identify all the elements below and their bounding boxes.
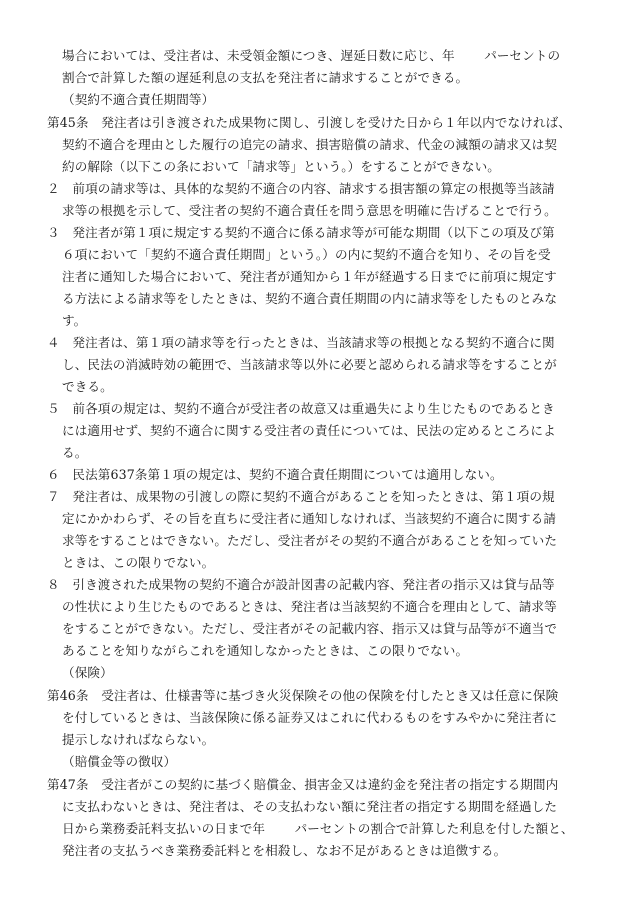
text-line: 求等をすることはできない。ただし、受注者がその契約不適合があることを知っていた [62,533,558,548]
text-line: の性状により生じたものであるときは、発注者は当該契約不適合を理由として、請求等 [62,599,557,614]
paragraph-2-first-line: ２ 前項の請求等は、具体的な契約不適合の内容、請求する損害額の算定の根拠等当該請 [47,181,555,196]
text-line: 提示しなければならない。 [62,732,215,747]
text-line: 定にかかわらず、その旨を直ちに受注者に通知しなければ、当該契約不適合に関する請 [62,511,557,526]
text-line: し、民法の消滅時効の範囲で、当該請求等以外に必要と認められる請求等をすることが [62,357,557,372]
text-line: 約の解除（以下この条において「請求等」という。）をすることができない。 [62,159,500,174]
text-line: に支払わないときは、発注者は、その支払わない額に発注者の指定する期間を経過した [62,799,558,814]
text-line: 割合で計算した額の遅延利息の支払を発注者に請求することができる。 [62,70,469,85]
text-line: 契約不適合を理由とした履行の追完の請求、損害賠償の請求、代金の減額の請求又は契 [62,137,558,152]
section-heading: （契約不適合責任期間等） [62,92,215,107]
text-line: 求等の根拠を示して、受注者の契約不適合責任を問う意思を明確に告げることで行う。 [62,203,557,218]
paragraph-5-first-line: ５ 前各項の規定は、契約不適合が受注者の故意又は重過失により生じたものであるとき [47,401,555,416]
text-line: る方法による請求等をしたときは、契約不適合責任期間の内に請求等をしたものとみな [62,291,558,306]
text-line: できる。 [62,379,113,394]
paragraph-8-first-line: ８ 引き渡された成果物の契約不適合が設計図書の記載内容、発注者の指示又は貸与品等 [47,577,555,592]
paragraph-3-first-line: ３ 発注者が第１項に規定する契約不適合に係る請求等が可能な期間（以下この項及び第 [47,225,555,240]
paragraph-6-line: ６ 民法第637条第１項の規定は、契約不適合責任期間については適用しない。 [47,467,503,482]
paragraph-4-first-line: ４ 発注者は、第１項の請求等を行ったときは、当該請求等の根拠となる契約不適合に関 [47,335,555,350]
section-heading: （保険） [62,665,113,680]
paragraph-7-first-line: ７ 発注者は、成果物の引渡しの際に契約不適合があることを知ったときは、第１項の規 [47,489,555,504]
text-line: をすることができない。ただし、受注者がその記載内容、指示又は貸与品等が不適当で [62,621,558,636]
text-line: 発注者の支払うべき業務委託料とを相殺し、なお不足があるときは追徴する。 [62,843,507,858]
text-line: を付しているときは、当該保険に係る証券又はこれに代わるものをすみやかに発注者に [62,710,558,725]
section-heading: （賠償金等の徴収） [62,754,177,769]
text-line: あることを知りながらこれを通知しなかったときは、この限りでない。 [62,643,469,658]
article-45-first-line: 第45条 発注者は引き渡された成果物に関し、引渡しを受けた日から１年以内でなければ、 [47,115,571,130]
text-line: 場合においては、受注者は、未受領金額につき、遅延日数に応じ、年 パーセントの [62,48,561,63]
text-line: 日から業務委託料支払いの日まで年 パーセントの割合で計算した利息を付した額と、 [62,821,574,836]
text-line: る。 [62,445,88,460]
text-line: 注者に通知した場合において、発注者が通知から１年が経過する日までに前項に規定す [62,269,557,284]
text-line: す。 [62,313,87,328]
text-line: ときは、この限りでない。 [62,555,215,570]
text-line: ６項において「契約不適合責任期間」という。）の内に契約不適合を知り、その旨を受 [62,247,551,262]
article-47-first-line: 第47条 受注者がこの契約に基づく賠償金、損害金又は違約金を発注者の指定する期間内 [47,777,559,792]
article-46-first-line: 第46条 受注者は、仕様書等に基づき火災保険その他の保険を付したとき又は任意に保険 [47,688,559,703]
text-line: には適用せず、契約不適合に関する受注者の責任については、民法の定めるところによ [62,423,556,438]
